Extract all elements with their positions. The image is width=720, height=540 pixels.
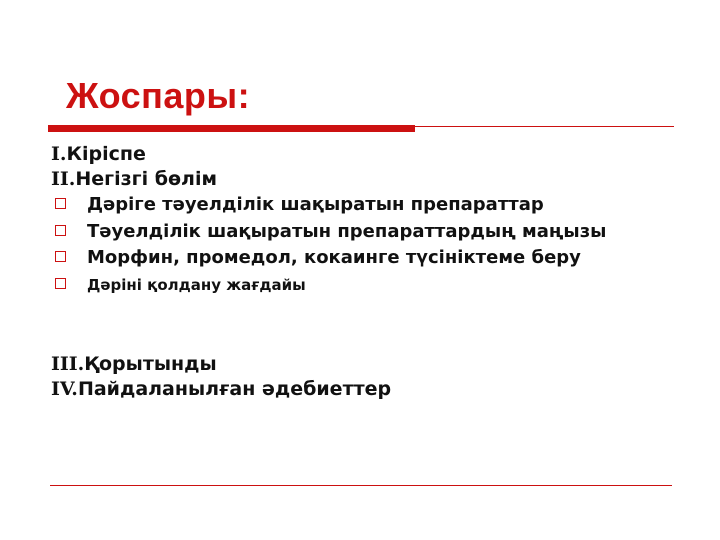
section-main-numeral: II. — [51, 168, 76, 190]
section-intro-numeral: I. — [51, 143, 67, 165]
section-references-numeral: IV. — [51, 378, 78, 400]
section-main-label: Негізгі бөлім — [75, 168, 217, 190]
section-references-label: Пайдаланылған әдебиеттер — [77, 378, 392, 400]
list-item — [55, 193, 544, 217]
list-item-text: Дәріні қолдану жағдайы — [87, 276, 306, 294]
list-item-text: Дәріге тәуелділік шақыратын препараттар — [87, 194, 544, 215]
section-references — [51, 377, 391, 401]
section-intro — [51, 142, 146, 166]
list-item — [55, 220, 606, 244]
title-underline-bar — [48, 125, 415, 132]
section-conclusion — [51, 352, 217, 376]
square-bullet-icon — [55, 198, 66, 209]
section-conclusion-label: Қорытынды — [84, 353, 217, 375]
section-conclusion-numeral: III. — [51, 353, 85, 375]
list-item-text: Тәуелділік шақыратын препараттардың маңызы — [87, 221, 607, 242]
list-item — [55, 273, 306, 297]
square-bullet-icon — [55, 225, 66, 236]
page-title: Жоспары: — [66, 75, 251, 116]
square-bullet-icon — [55, 251, 66, 262]
title-underline-rule — [415, 126, 674, 127]
footer-rule — [50, 485, 672, 486]
list-item-text: Морфин, промедол, кокаинге түсініктеме беру — [87, 247, 581, 268]
list-item — [55, 246, 581, 270]
square-bullet-icon — [55, 278, 66, 289]
section-intro-label: Кіріспе — [66, 143, 146, 165]
section-main — [51, 167, 217, 191]
